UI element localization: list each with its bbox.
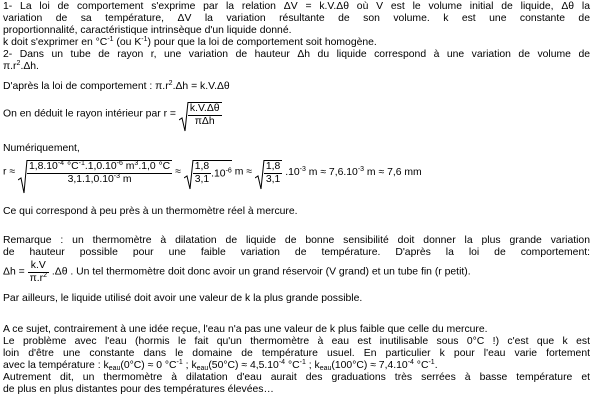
radical-sign <box>18 160 28 194</box>
exponent: -4 <box>57 160 65 167</box>
fraction-denominator: 3,1 <box>194 174 210 186</box>
text: k doit s'exprimer en °C <box>3 37 108 48</box>
radical-sign <box>184 160 194 190</box>
p2-line-3 <box>3 82 230 92</box>
text: π.r <box>3 61 17 72</box>
subscript: eau <box>196 365 209 372</box>
exponent: -3 <box>357 165 365 173</box>
sqrt-big <box>18 160 172 186</box>
exponent: 2 <box>16 60 21 67</box>
remark-line-3: Par ailleurs, le liquide utilisé doit avoir une valeur de k la plus grande possible. <box>3 293 363 304</box>
text: (ou K <box>113 37 142 48</box>
text: Δh = <box>3 266 28 278</box>
p2-conclusion: Ce qui correspond à peu près à un thermomètre réel à mercure. <box>3 206 298 217</box>
text: D'après la loi de comportement : π.r <box>3 81 169 92</box>
numeric-formula <box>3 160 422 186</box>
exponent: -1 <box>176 359 183 366</box>
p2-line-1: 2- Dans un tube de rayon r, une variation de hauteur Δh du liquide correspond à une variation de volume de <box>3 49 590 60</box>
fraction-denominator: 3,1 <box>265 174 281 186</box>
text: (100°C) ≈ 7,4.10 <box>331 360 408 371</box>
text: m <box>122 161 135 172</box>
fraction-denominator <box>27 174 172 185</box>
exponent: -1 <box>141 36 148 43</box>
text: .Δθ . Un tel thermomètre doit donc avoir un grand réservoir (V grand) et un tube fin (r petit). <box>51 266 471 278</box>
formula-label: On en déduit le rayon intérieur par r = <box>3 108 179 120</box>
text: .1,0 °C <box>138 161 171 172</box>
subscript: eau <box>108 365 121 372</box>
exponent: -1 <box>78 160 85 167</box>
p3-line-2: Le problème avec l'eau (hormis le fait qu'un thermomètre à eau est inutilisable sous 0°C !) c'est que k est <box>3 336 590 347</box>
sqrt <box>255 160 282 186</box>
text: . <box>434 360 438 371</box>
p1-line-4 <box>3 38 377 48</box>
fraction-numerator: k.V.Δθ <box>188 104 222 116</box>
radical-sign <box>255 160 265 190</box>
r-approx: r ≈ <box>3 166 18 178</box>
remark-line-1: Remarque : un thermomètre à dilatation de liquide de bonne sensibilité doit donner la plus grande variation <box>3 235 590 246</box>
text: (0°C) ≈ 0 °C <box>120 360 177 371</box>
exponent: -3 <box>299 165 306 173</box>
fraction-numerator: k.V <box>28 261 49 273</box>
exponent: -6 <box>116 160 123 167</box>
approx: ≈ <box>175 166 184 178</box>
text: m ≈ 7,6 mm <box>364 166 422 178</box>
exponent: 2 <box>43 272 47 280</box>
text: m ≈ <box>234 166 255 178</box>
exponent: -3 <box>113 173 121 181</box>
p3-line-6: de plus en plus distantes pour des températures élevées… <box>3 384 274 395</box>
exponent: -1 <box>107 36 114 43</box>
text: avec la température : k <box>3 360 109 371</box>
fraction-numerator: 1,8 <box>264 162 282 174</box>
radical-sign <box>179 102 189 132</box>
remark-formula <box>3 261 471 285</box>
p3-line-1: A ce sujet, contrairement à une idée reçue, l'eau n'a pas une valeur de k plus faible que celle du mercure. <box>3 324 488 335</box>
p3-line-5: Autrement dit, un thermomètre à dilatation d'eau aurait des graduations très serrées à basse température et <box>3 372 590 383</box>
fraction-denominator <box>28 273 49 284</box>
text <box>285 167 422 178</box>
text: 1,8.10 <box>28 161 58 172</box>
exponent: -6 <box>225 167 232 175</box>
p1-line-2: variation de sa température, ΔV la variation résultante de son volume. k est une constante de <box>3 13 590 24</box>
text: .Δh. <box>20 61 39 72</box>
exponent: 3 <box>134 160 139 167</box>
text: ; k <box>305 360 320 371</box>
text: .1,0.10 <box>84 161 117 172</box>
sqrt <box>179 102 222 128</box>
p2-line-2 <box>3 62 39 72</box>
text: .Δh = k.V.Δθ <box>172 81 230 92</box>
fraction-numerator: 1,8 <box>193 162 211 174</box>
text: .10 <box>285 166 300 178</box>
p3-line-4 <box>3 361 438 371</box>
p1-line-1: 1- La loi de comportement s'exprime par la relation ΔV = k.V.Δθ où V est le volume initial de liquide, Δθ la <box>3 1 590 12</box>
text: m <box>120 174 132 186</box>
exponent: -4 <box>407 359 414 366</box>
fraction <box>28 261 49 285</box>
text: ) pour que la loi de comportement soit homogène. <box>147 37 377 48</box>
fraction <box>264 162 282 186</box>
exponent: -4 <box>278 359 286 366</box>
text: .10 <box>211 168 226 180</box>
fraction <box>27 162 172 186</box>
text: °C <box>285 360 300 371</box>
text: °C <box>64 161 79 172</box>
exponent: -1 <box>428 359 435 366</box>
remark-line-2: de hauteur possible pour une faible variation de température. D'après la loi de comportement: <box>3 247 590 258</box>
text: 3,1.1,0.10 <box>67 174 114 186</box>
text: π.r <box>29 273 44 285</box>
text: m ≈ 7,6.10 <box>305 166 358 178</box>
fraction <box>193 162 211 186</box>
fraction <box>188 104 222 128</box>
exponent: -1 <box>299 359 306 366</box>
p1-line-3: proportionnalité, caractéristique intrinsèque d'un liquide donné. <box>3 25 292 36</box>
p2-numerically: Numériquement, <box>3 143 80 154</box>
fraction-denominator: πΔh <box>194 116 215 128</box>
text: ; k <box>182 360 197 371</box>
radius-formula <box>3 102 222 128</box>
text: °C <box>413 360 429 371</box>
sqrt <box>184 160 232 186</box>
p3-line-3: loin d'être une constante dans le domaine de température usuel. En particulier k pour l'eau varie fortement <box>3 348 590 359</box>
text: (50°C) ≈ 4,5.10 <box>208 360 279 371</box>
exponent: 2 <box>168 80 173 87</box>
fraction-numerator <box>27 162 172 174</box>
subscript: eau <box>319 365 332 372</box>
